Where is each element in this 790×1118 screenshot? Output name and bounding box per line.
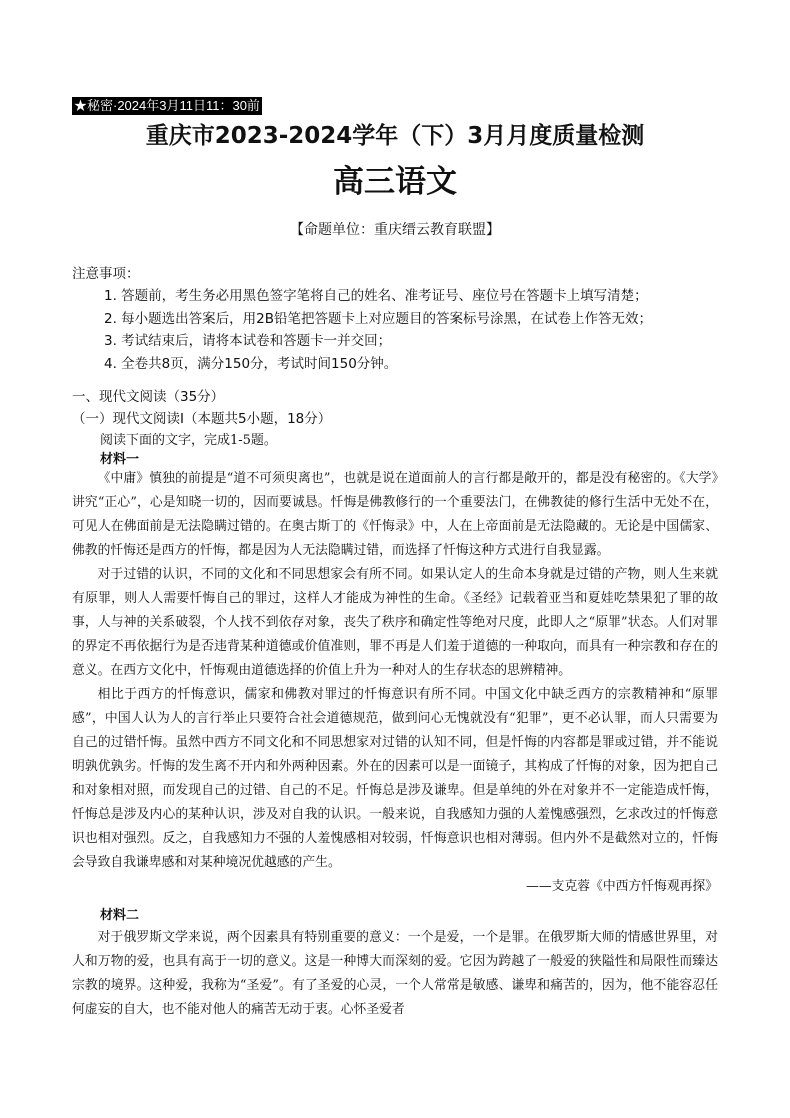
paragraph: 对于过错的认识，不同的文化和不同思想家会有所不同。如果认定人的生命本身就是过错的产物，则人生来就有原罪，则人人需要忏悔自己的罪过，这样人才能成为神性的生命。《圣经》记载着亚当和夏娃吃禁果犯了罪的故事，人与神的关系破裂，个人找不到依存对象，丧失了秩序和确定性等绝对尺度，此即人之“原罪”状态。人们对罪的界定不再依据行为是否违背某种道德或价值准则，罪不再是人们羞于道德的一种取向，而具有一种宗教和存在的意义。在西方文化中，忏悔观由道德选择的价值上升为一种对人的生存状态的思辨精神。 [72, 567, 718, 678]
notice-list [104, 285, 652, 375]
paragraph: 对于俄罗斯文学来说，两个因素具有特别重要的意义：一个是爱，一个是罪。在俄罗斯大师的情感世界里，对人和万物的爱，也具有高于一切的意义。这是一种博大而深刻的爱。它因为跨越了一般爱的狭隘性和局限性而臻达宗教的境界。这种爱，我称为“圣爱”。有了圣爱的心灵，一个人常常是敏感、谦卑和痛苦的，因为，他不能容忍任何虚妄的自大，也不能对他人的痛苦无动于衷。心怀圣爱者 [72, 930, 718, 1017]
notice-item: 3. 考试结束后，请将本试卷和答题卡一并交回； [104, 333, 392, 349]
material1-label: 材料一 [100, 452, 140, 467]
subject-title: 高三语文 [333, 164, 457, 200]
secret-tag: ★秘密·2024年3月11日11：30前 [74, 98, 260, 113]
reading-instruction: 阅读下面的文字，完成1-5题。 [100, 433, 277, 448]
section-heading: 一、现代文阅读（35分） [72, 389, 225, 405]
paragraph: 相比于西方的忏悔意识，儒家和佛教对罪过的忏悔意识有所不同。中国文化中缺乏西方的宗教精神和“原罪感”，中国人认为人的言行举止只要符合社会道德规范，做到问心无愧就没有“犯罪”，更不必认罪，而人只需要为自己的过错忏悔。虽然中西方不同文化和不同思想家对过错的认知不同，但是忏悔的内容都是罪或过错，并不能说明孰优孰劣。忏悔的发生离不开内和外两种因素。外在的因素可以是一面镜子，其构成了忏悔的对象，因为把自己和对象相对照，而发现自己的过错、自己的不足。忏悔总是涉及谦卑。但是单纯的外在对象并不一定能造成忏悔，忏悔总是涉及内心的某种认识，涉及对自我的认识。一般来说，自我感知力强的人羞愧感强烈，乞求改过的忏悔意识也相对强烈。反之，自我感知力不强的人羞愧感相对较弱，忏悔意识也相对薄弱。但内外不是截然对立的，忏悔会导致自我谦卑感和对某种境况优越感的产生。 [72, 687, 718, 870]
notice-item: 1. 答题前，考生务必用黑色签字笔将自己的姓名、准考证号、座位号在答题卡上填写清楚； [104, 288, 648, 304]
material1-source: ——支克蓉《中西方忏悔观再探》 [526, 879, 718, 894]
notice-item: 2. 每小题选出答案后，用2B铅笔把答题卡上对应题目的答案标号涂黑，在试卷上作答无效； [104, 310, 653, 327]
notice-title: 注意事项： [72, 266, 140, 282]
paragraph: 《中庸》慎独的前提是“道不可须臾离也”，也就是说在道面前人的言行都是敞开的，都是没有秘密的。《大学》讲究“正心”，心是知晓一切的，因而要诚恳。忏悔是佛教修行的一个重要法门，在佛教徒的修行生活中无处不在，可见人在佛面前是无法隐瞒过错的。在奥古斯丁的《忏悔录》中，人在上帝面前是无法隐藏的。无论是中国儒家、佛教的忏悔还是西方的忏悔，都是因为人无法隐瞒过错，而选择了忏悔这种方式进行自我显露。 [72, 471, 718, 558]
exam-title: 重庆市2023-2024学年（下）3月月度质量检测 [145, 123, 645, 149]
subsection-heading: （一）现代文阅读Ⅰ（本题共5小题，18分） [72, 411, 332, 427]
material1-text [72, 467, 718, 899]
notice-item: 4. 全卷共8页，满分150分，考试时间150分钟。 [104, 355, 398, 372]
material2-label: 材料二 [100, 908, 140, 923]
issuing-unit: 【命题单位：重庆缙云教育联盟】 [290, 222, 500, 238]
material2-text [72, 926, 718, 1022]
